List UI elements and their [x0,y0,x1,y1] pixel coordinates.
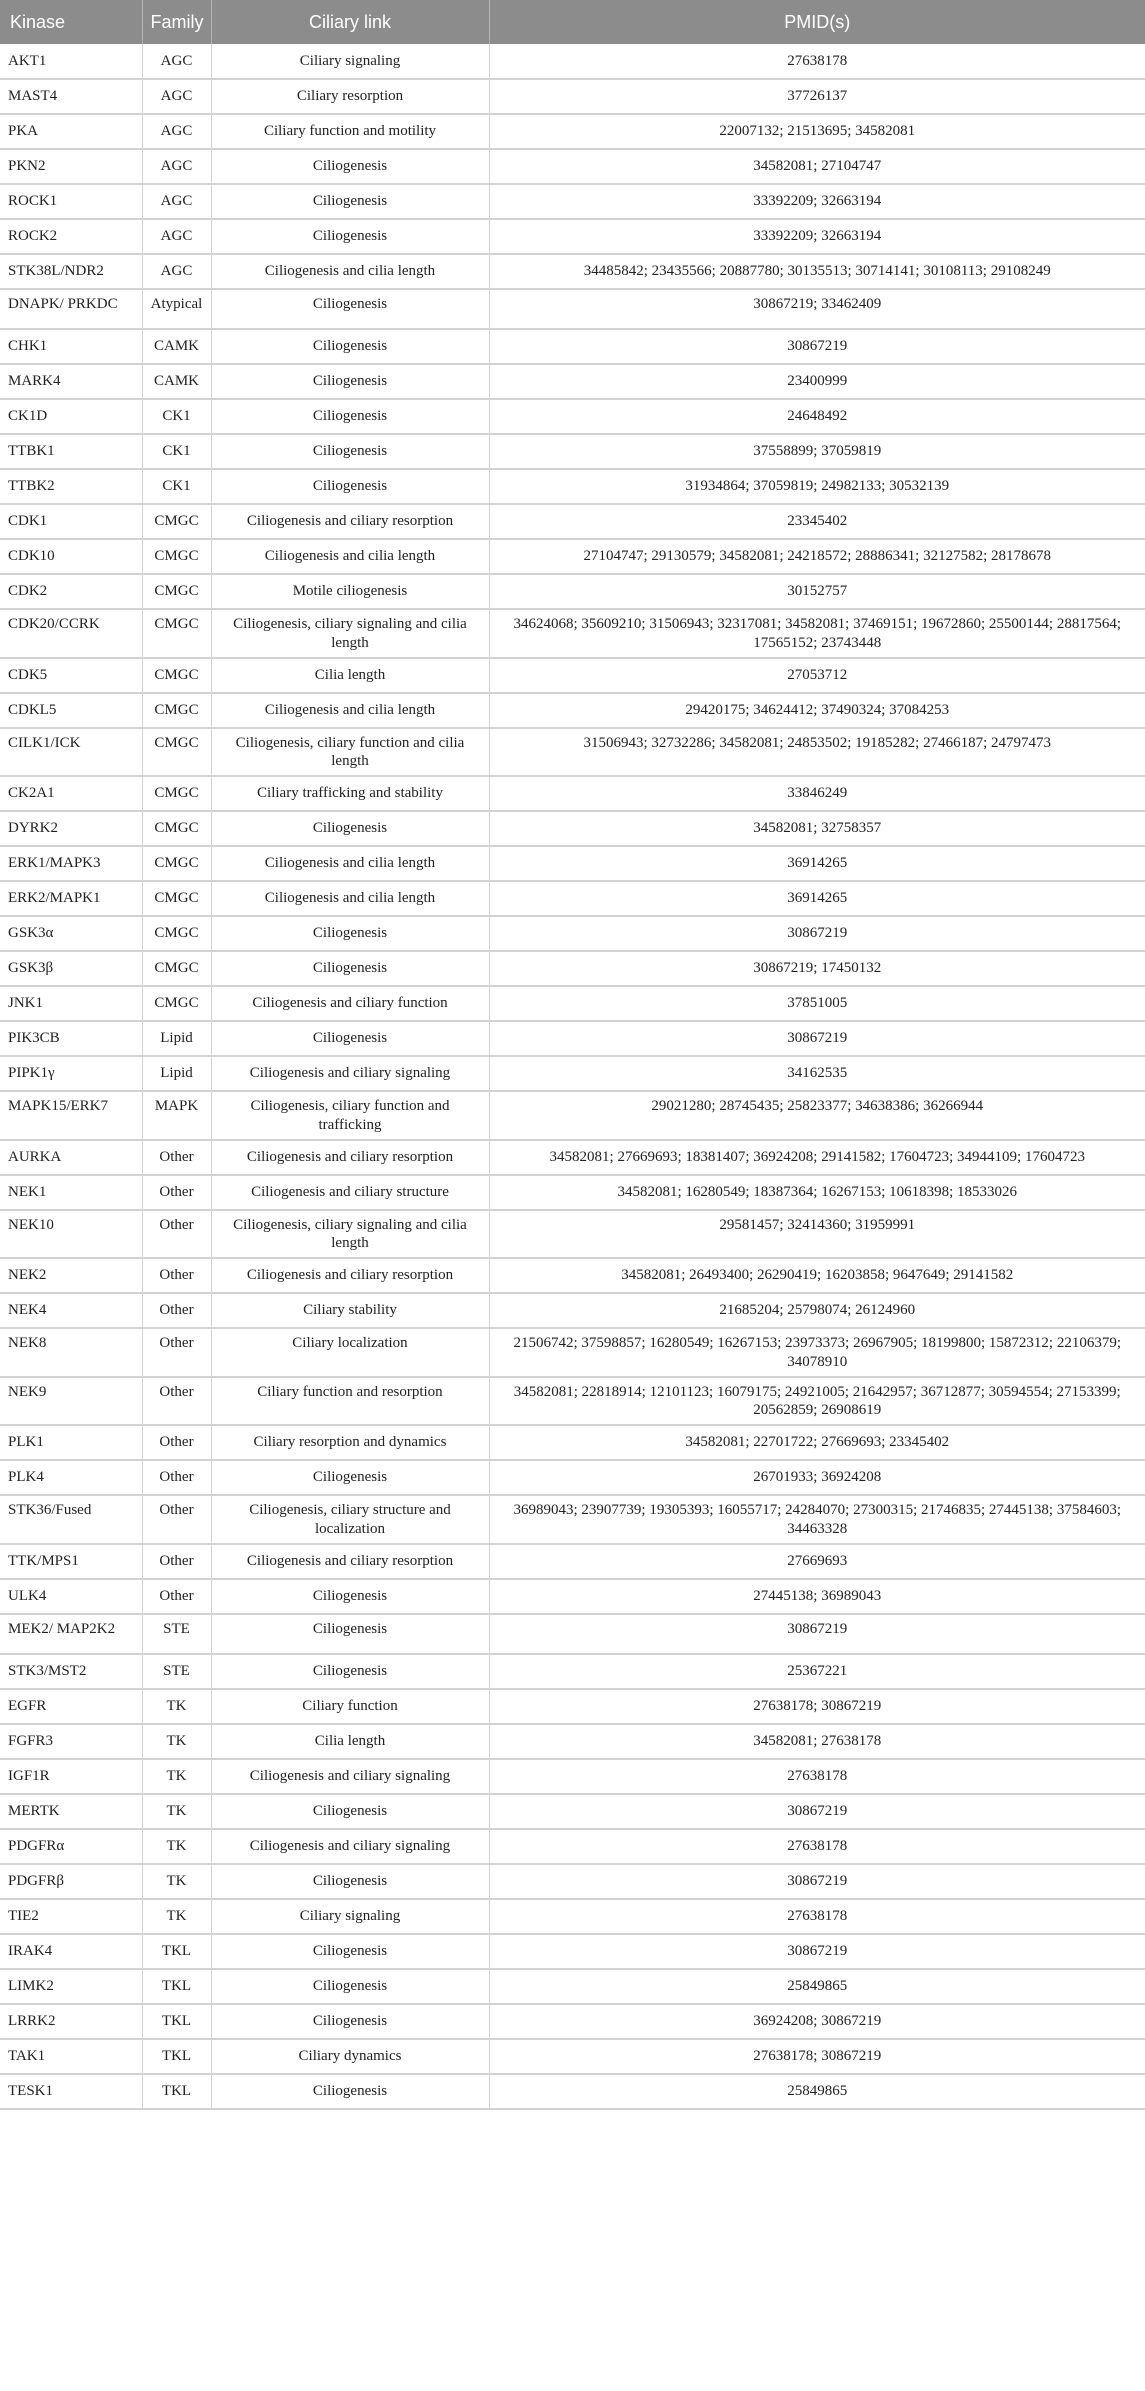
pmid-cell: 30867219 [489,1614,1145,1654]
table-row [0,1140,1145,1175]
pmid-cell: 27638178 [489,1899,1145,1934]
pmid-cell: 27638178; 30867219 [489,2039,1145,2074]
family-cell: TKL [142,2004,211,2039]
family-cell: CK1 [142,434,211,469]
pmid-cell: 29420175; 34624412; 37490324; 37084253 [489,693,1145,728]
table-row [0,1899,1145,1934]
family-cell: Other [142,1328,211,1377]
ciliary-link-cell: Ciliogenesis [211,434,489,469]
kinase-cell: NEK8 [0,1328,142,1377]
kinase-cell: JNK1 [0,986,142,1021]
pmid-cell: 36924208; 30867219 [489,2004,1145,2039]
family-cell: TK [142,1794,211,1829]
family-cell: CMGC [142,574,211,609]
table-row [0,539,1145,574]
kinase-cell: EGFR [0,1689,142,1724]
pmid-cell: 36914265 [489,846,1145,881]
family-cell: CMGC [142,609,211,658]
ciliary-link-cell: Ciliogenesis, ciliary function and trafficking [211,1091,489,1140]
family-cell: Other [142,1258,211,1293]
kinase-cell: PIPK1γ [0,1056,142,1091]
table-row [0,1460,1145,1495]
family-cell: TKL [142,2074,211,2109]
table-row [0,1614,1145,1654]
ciliary-link-cell: Ciliary resorption [211,79,489,114]
ciliary-link-cell: Ciliogenesis and ciliary signaling [211,1759,489,1794]
table-row [0,364,1145,399]
pmid-cell: 33392209; 32663194 [489,219,1145,254]
kinase-cell: NEK2 [0,1258,142,1293]
table-row [0,2039,1145,2074]
table-row [0,149,1145,184]
kinase-cell: LRRK2 [0,2004,142,2039]
kinase-cell: ROCK2 [0,219,142,254]
pmid-cell: 30867219 [489,1021,1145,1056]
pmid-cell: 34582081; 27638178 [489,1724,1145,1759]
pmid-cell: 24648492 [489,399,1145,434]
pmid-cell: 37558899; 37059819 [489,434,1145,469]
table-row [0,846,1145,881]
ciliary-link-cell: Ciliary localization [211,1328,489,1377]
pmid-cell: 34162535 [489,1056,1145,1091]
pmid-cell: 34582081; 32758357 [489,811,1145,846]
kinase-cell: GSK3β [0,951,142,986]
family-cell: CMGC [142,693,211,728]
ciliary-link-cell: Ciliogenesis, ciliary function and cilia length [211,728,489,777]
kinase-cell: CDK2 [0,574,142,609]
ciliary-link-cell: Ciliogenesis and ciliary resorption [211,1258,489,1293]
table-row [0,329,1145,364]
family-cell: TK [142,1724,211,1759]
ciliary-link-cell: Ciliary resorption and dynamics [211,1425,489,1460]
kinase-cell: ULK4 [0,1579,142,1614]
family-cell: CMGC [142,881,211,916]
pmid-cell: 27638178 [489,1829,1145,1864]
ciliary-link-cell: Ciliogenesis [211,184,489,219]
ciliary-link-cell: Ciliogenesis and cilia length [211,846,489,881]
table-row [0,1689,1145,1724]
pmid-cell: 34582081; 16280549; 18387364; 16267153; 10618398; 18533026 [489,1175,1145,1210]
ciliary-link-cell: Ciliogenesis [211,1934,489,1969]
kinase-cell: NEK4 [0,1293,142,1328]
pmid-cell: 34485842; 23435566; 20887780; 30135513; 30714141; 30108113; 29108249 [489,254,1145,289]
family-cell: CMGC [142,658,211,693]
ciliary-link-cell: Ciliary trafficking and stability [211,776,489,811]
family-cell: Lipid [142,1021,211,1056]
kinase-cell: CILK1/ICK [0,728,142,777]
ciliary-link-cell: Ciliogenesis and ciliary function [211,986,489,1021]
header-ciliary-link: Ciliary link [211,0,489,44]
ciliary-link-cell: Ciliogenesis [211,2074,489,2109]
pmid-cell: 21685204; 25798074; 26124960 [489,1293,1145,1328]
table-row [0,1794,1145,1829]
pmid-cell: 25367221 [489,1654,1145,1689]
family-cell: Other [142,1425,211,1460]
family-cell: AGC [142,254,211,289]
ciliary-link-cell: Ciliogenesis and cilia length [211,539,489,574]
ciliary-link-cell: Motile ciliogenesis [211,574,489,609]
table-row [0,1934,1145,1969]
pmid-cell: 30867219 [489,916,1145,951]
ciliary-link-cell: Ciliogenesis and ciliary resorption [211,1544,489,1579]
table-row [0,1021,1145,1056]
table-row [0,1091,1145,1140]
family-cell: TK [142,1829,211,1864]
kinase-cell: IGF1R [0,1759,142,1794]
pmid-cell: 34582081; 22701722; 27669693; 23345402 [489,1425,1145,1460]
family-cell: CMGC [142,728,211,777]
table-row [0,1258,1145,1293]
table-row [0,1724,1145,1759]
kinase-cell: PIK3CB [0,1021,142,1056]
pmid-cell: 27669693 [489,1544,1145,1579]
table-row [0,2004,1145,2039]
kinase-cell: PDGFRβ [0,1864,142,1899]
pmid-cell: 34582081; 27669693; 18381407; 36924208; 29141582; 17604723; 34944109; 17604723 [489,1140,1145,1175]
kinase-cell: MAST4 [0,79,142,114]
pmid-cell: 30867219; 33462409 [489,289,1145,329]
family-cell: Other [142,1175,211,1210]
kinase-cell: DYRK2 [0,811,142,846]
ciliary-link-cell: Ciliogenesis [211,1021,489,1056]
family-cell: Other [142,1495,211,1544]
table-row [0,219,1145,254]
kinase-cell: IRAK4 [0,1934,142,1969]
kinase-cell: AKT1 [0,44,142,79]
ciliary-link-cell: Ciliary signaling [211,44,489,79]
pmid-cell: 27638178 [489,44,1145,79]
kinase-cell: DNAPK/ PRKDC [0,289,142,329]
family-cell: AGC [142,149,211,184]
pmid-cell: 30152757 [489,574,1145,609]
pmid-cell: 27104747; 29130579; 34582081; 24218572; 28886341; 32127582; 28178678 [489,539,1145,574]
pmid-cell: 27638178 [489,1759,1145,1794]
kinase-cell: STK36/Fused [0,1495,142,1544]
table-row [0,951,1145,986]
kinase-cell: STK3/MST2 [0,1654,142,1689]
pmid-cell: 36989043; 23907739; 19305393; 16055717; 24284070; 27300315; 21746835; 27445138; 37584603; 34463328 [489,1495,1145,1544]
pmid-cell: 22007132; 21513695; 34582081 [489,114,1145,149]
table-row [0,1544,1145,1579]
ciliary-link-cell: Cilia length [211,658,489,693]
family-cell: CMGC [142,986,211,1021]
table-row [0,114,1145,149]
family-cell: STE [142,1654,211,1689]
pmid-cell: 37726137 [489,79,1145,114]
ciliary-link-cell: Ciliogenesis and cilia length [211,881,489,916]
ciliary-link-cell: Ciliogenesis [211,329,489,364]
table-row [0,728,1145,777]
family-cell: TK [142,1864,211,1899]
family-cell: Other [142,1293,211,1328]
table-row [0,1495,1145,1544]
pmid-cell: 29581457; 32414360; 31959991 [489,1210,1145,1259]
pmid-cell: 31934864; 37059819; 24982133; 30532139 [489,469,1145,504]
table-row [0,658,1145,693]
ciliary-link-cell: Ciliogenesis, ciliary signaling and cilia length [211,1210,489,1259]
family-cell: AGC [142,114,211,149]
kinase-cell: PLK4 [0,1460,142,1495]
ciliary-link-cell: Ciliogenesis [211,1654,489,1689]
kinase-cell: CDKL5 [0,693,142,728]
pmid-cell: 30867219 [489,1864,1145,1899]
kinase-cell: PKN2 [0,149,142,184]
ciliary-link-cell: Ciliogenesis [211,951,489,986]
table-body [0,44,1145,2109]
pmid-cell: 23400999 [489,364,1145,399]
ciliary-link-cell: Ciliogenesis [211,1864,489,1899]
kinase-cell: CK2A1 [0,776,142,811]
family-cell: CAMK [142,329,211,364]
family-cell: TKL [142,1969,211,2004]
pmid-cell: 34582081; 26493400; 26290419; 16203858; 9647649; 29141582 [489,1258,1145,1293]
table-row [0,986,1145,1021]
ciliary-link-cell: Ciliogenesis [211,399,489,434]
kinase-cell: ERK2/MAPK1 [0,881,142,916]
family-cell: STE [142,1614,211,1654]
pmid-cell: 30867219 [489,329,1145,364]
table-row [0,1328,1145,1377]
kinase-cell: CHK1 [0,329,142,364]
ciliary-link-cell: Ciliogenesis [211,1614,489,1654]
pmid-cell: 34582081; 27104747 [489,149,1145,184]
family-cell: TK [142,1759,211,1794]
table-row [0,434,1145,469]
ciliary-link-cell: Ciliogenesis and ciliary resorption [211,504,489,539]
table-row [0,1864,1145,1899]
ciliary-link-cell: Ciliogenesis, ciliary structure and localization [211,1495,489,1544]
ciliary-link-cell: Cilia length [211,1724,489,1759]
family-cell: CK1 [142,469,211,504]
ciliary-link-cell: Ciliogenesis, ciliary signaling and cilia length [211,609,489,658]
pmid-cell: 25849865 [489,1969,1145,2004]
table-row [0,1377,1145,1426]
pmid-cell: 30867219 [489,1934,1145,1969]
table-row [0,1579,1145,1614]
family-cell: CMGC [142,539,211,574]
ciliary-link-cell: Ciliogenesis [211,364,489,399]
table-row [0,1056,1145,1091]
ciliary-link-cell: Ciliogenesis [211,1969,489,2004]
table-row [0,1829,1145,1864]
ciliary-link-cell: Ciliogenesis and ciliary signaling [211,1829,489,1864]
kinase-cell: CK1D [0,399,142,434]
family-cell: TK [142,1689,211,1724]
ciliary-link-cell: Ciliogenesis [211,469,489,504]
kinase-cell: CDK5 [0,658,142,693]
ciliary-link-cell: Ciliogenesis [211,1794,489,1829]
kinase-cell: PDGFRα [0,1829,142,1864]
family-cell: AGC [142,79,211,114]
pmid-cell: 27053712 [489,658,1145,693]
table-row [0,609,1145,658]
ciliary-link-cell: Ciliogenesis and ciliary structure [211,1175,489,1210]
pmid-cell: 27638178; 30867219 [489,1689,1145,1724]
ciliary-link-cell: Ciliary signaling [211,1899,489,1934]
pmid-cell: 33392209; 32663194 [489,184,1145,219]
kinase-cell: TAK1 [0,2039,142,2074]
table-header [0,0,1145,44]
family-cell: Other [142,1544,211,1579]
pmid-cell: 30867219; 17450132 [489,951,1145,986]
table-row [0,1654,1145,1689]
kinase-cell: MEK2/ MAP2K2 [0,1614,142,1654]
ciliary-link-cell: Ciliogenesis [211,916,489,951]
family-cell: CK1 [142,399,211,434]
table-row [0,881,1145,916]
family-cell: CMGC [142,504,211,539]
family-cell: TK [142,1899,211,1934]
table-row [0,469,1145,504]
table-row [0,504,1145,539]
family-cell: TKL [142,2039,211,2074]
table-row [0,811,1145,846]
kinase-cell: STK38L/NDR2 [0,254,142,289]
family-cell: MAPK [142,1091,211,1140]
table-row [0,1759,1145,1794]
kinase-cell: TTK/MPS1 [0,1544,142,1579]
family-cell: CMGC [142,916,211,951]
kinase-cell: MAPK15/ERK7 [0,1091,142,1140]
pmid-cell: 37851005 [489,986,1145,1021]
pmid-cell: 30867219 [489,1794,1145,1829]
kinase-cell: CDK20/CCRK [0,609,142,658]
header-pmids: PMID(s) [489,0,1145,44]
family-cell: Other [142,1210,211,1259]
family-cell: CMGC [142,951,211,986]
kinase-cell: CDK1 [0,504,142,539]
table-row [0,254,1145,289]
ciliary-link-cell: Ciliary stability [211,1293,489,1328]
family-cell: Other [142,1140,211,1175]
table-row [0,1969,1145,2004]
ciliary-link-cell: Ciliogenesis and cilia length [211,693,489,728]
pmid-cell: 23345402 [489,504,1145,539]
pmid-cell: 31506943; 32732286; 34582081; 24853502; 19185282; 27466187; 24797473 [489,728,1145,777]
ciliary-link-cell: Ciliogenesis and cilia length [211,254,489,289]
table-row [0,1425,1145,1460]
table-row [0,574,1145,609]
family-cell: Other [142,1377,211,1426]
table-row [0,1293,1145,1328]
table-row [0,44,1145,79]
header-kinase: Kinase [0,0,142,44]
kinase-cell: TTBK1 [0,434,142,469]
kinase-cell: CDK10 [0,539,142,574]
ciliary-link-cell: Ciliary function and motility [211,114,489,149]
kinase-cell: NEK1 [0,1175,142,1210]
ciliary-link-cell: Ciliogenesis [211,289,489,329]
pmid-cell: 34582081; 22818914; 12101123; 16079175; 24921005; 21642957; 36712877; 30594554; 27153399; 20562859; 26908619 [489,1377,1145,1426]
kinase-cell: ROCK1 [0,184,142,219]
kinase-cell: TESK1 [0,2074,142,2109]
kinase-cell: ERK1/MAPK3 [0,846,142,881]
family-cell: Other [142,1460,211,1495]
family-cell: AGC [142,184,211,219]
pmid-cell: 26701933; 36924208 [489,1460,1145,1495]
family-cell: CMGC [142,811,211,846]
ciliary-link-cell: Ciliary dynamics [211,2039,489,2074]
kinase-cell: TIE2 [0,1899,142,1934]
family-cell: CMGC [142,846,211,881]
family-cell: AGC [142,219,211,254]
ciliary-link-cell: Ciliogenesis [211,811,489,846]
pmid-cell: 21506742; 37598857; 16280549; 16267153; 23973373; 26967905; 18199800; 15872312; 22106379; 34078910 [489,1328,1145,1377]
family-cell: CAMK [142,364,211,399]
kinase-cell: LIMK2 [0,1969,142,2004]
ciliary-link-cell: Ciliogenesis and ciliary signaling [211,1056,489,1091]
pmid-cell: 29021280; 28745435; 25823377; 34638386; 36266944 [489,1091,1145,1140]
kinase-cell: PKA [0,114,142,149]
ciliary-link-cell: Ciliogenesis [211,149,489,184]
kinase-cell: NEK9 [0,1377,142,1426]
family-cell: Atypical [142,289,211,329]
pmid-cell: 36914265 [489,881,1145,916]
pmid-cell: 27445138; 36989043 [489,1579,1145,1614]
ciliary-link-cell: Ciliogenesis [211,219,489,254]
kinase-cell: TTBK2 [0,469,142,504]
kinase-cell: GSK3α [0,916,142,951]
ciliary-link-cell: Ciliogenesis [211,2004,489,2039]
kinase-cell: MARK4 [0,364,142,399]
table-row [0,2074,1145,2109]
kinase-cell: FGFR3 [0,1724,142,1759]
kinase-cell: NEK10 [0,1210,142,1259]
table-row [0,289,1145,329]
ciliary-link-cell: Ciliogenesis [211,1460,489,1495]
family-cell: AGC [142,44,211,79]
pmid-cell: 34624068; 35609210; 31506943; 32317081; 34582081; 37469151; 19672860; 25500144; 28817564; 17565152; 23743448 [489,609,1145,658]
table-row [0,184,1145,219]
ciliary-link-cell: Ciliogenesis and ciliary resorption [211,1140,489,1175]
table-row [0,1175,1145,1210]
table-row [0,916,1145,951]
pmid-cell: 25849865 [489,2074,1145,2109]
ciliary-link-cell: Ciliary function and resorption [211,1377,489,1426]
table-row [0,1210,1145,1259]
kinase-cell: PLK1 [0,1425,142,1460]
family-cell: Lipid [142,1056,211,1091]
table-row [0,693,1145,728]
table-row [0,79,1145,114]
header-family: Family [142,0,211,44]
family-cell: CMGC [142,776,211,811]
header-row [0,0,1145,44]
ciliary-link-cell: Ciliogenesis [211,1579,489,1614]
pmid-cell: 33846249 [489,776,1145,811]
kinase-cell: MERTK [0,1794,142,1829]
table-row [0,399,1145,434]
family-cell: TKL [142,1934,211,1969]
ciliary-link-cell: Ciliary function [211,1689,489,1724]
family-cell: Other [142,1579,211,1614]
kinase-cell: AURKA [0,1140,142,1175]
table-row [0,776,1145,811]
